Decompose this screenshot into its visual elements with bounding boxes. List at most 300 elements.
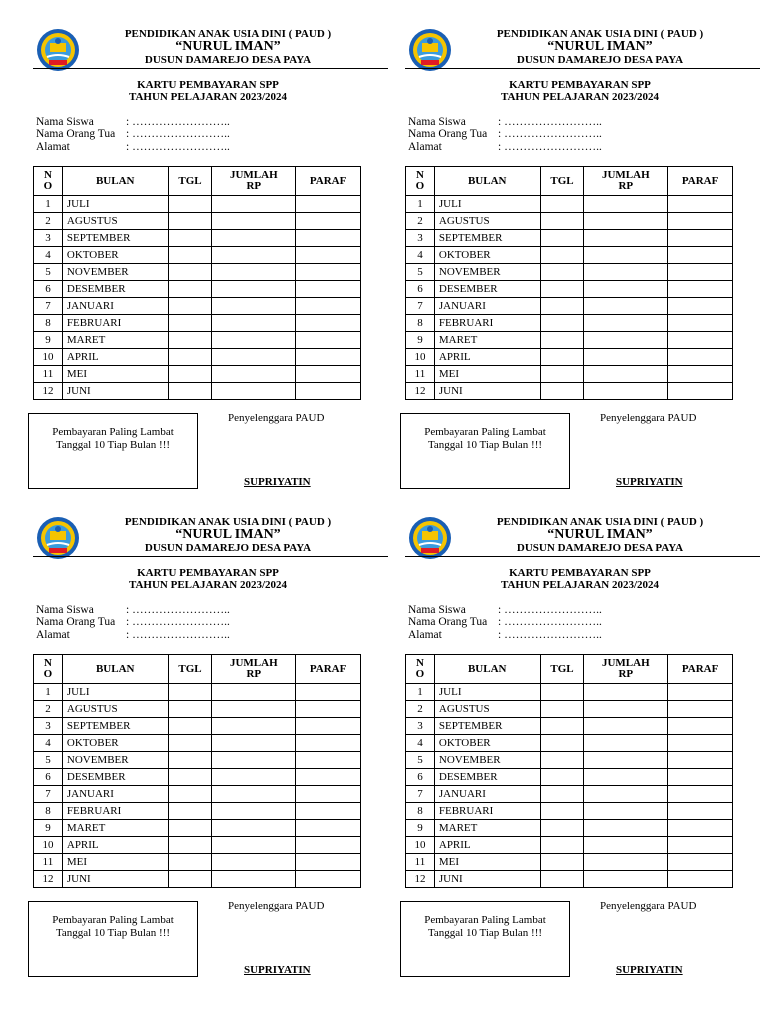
row-month: JULI: [62, 196, 168, 213]
table-row: [34, 383, 361, 400]
signatory-name: SUPRIYATIN: [616, 964, 683, 976]
note-line-1: Pembayaran Paling Lambat: [52, 914, 174, 926]
table-header-row: [406, 167, 733, 196]
row-tgl: [540, 349, 584, 366]
row-jumlah: [212, 752, 296, 769]
row-jumlah: [212, 349, 296, 366]
row-month: SEPTEMBER: [62, 718, 168, 735]
note-line-1: Pembayaran Paling Lambat: [424, 914, 546, 926]
table-row: [406, 752, 733, 769]
row-paraf: [668, 332, 733, 349]
field-row: [36, 616, 230, 628]
row-month: AGUSTUS: [434, 701, 540, 718]
row-tgl: [168, 332, 212, 349]
field-label: Nama Orang Tua: [36, 128, 116, 141]
col-paraf: PARAF: [668, 655, 733, 684]
field-label: Nama Siswa: [36, 116, 94, 128]
header-line-1: PENDIDIKAN ANAK USIA DINI ( PAUD ): [496, 28, 704, 40]
row-month: OKTOBER: [62, 247, 168, 264]
row-no: 12: [34, 383, 63, 400]
row-month: OKTOBER: [62, 735, 168, 752]
organizer-title: Penyelenggara PAUD: [228, 412, 325, 424]
row-tgl: [540, 196, 584, 213]
row-paraf: [668, 264, 733, 281]
field-label: Nama Siswa: [408, 116, 466, 128]
row-jumlah: [584, 383, 668, 400]
student-info: [36, 604, 230, 641]
row-jumlah: [212, 803, 296, 820]
note-line-2: Tanggal 10 Tiap Bulan !!!: [427, 439, 543, 451]
row-no: 8: [34, 803, 63, 820]
row-no: 4: [34, 247, 63, 264]
field-value: : ……………………..: [126, 616, 230, 629]
payment-card: [400, 26, 760, 514]
row-tgl: [540, 786, 584, 803]
row-month: OKTOBER: [434, 735, 540, 752]
row-month: JANUARI: [434, 786, 540, 803]
row-no: 2: [34, 701, 63, 718]
row-tgl: [540, 803, 584, 820]
col-no: N O: [34, 167, 63, 196]
field-row: [408, 604, 602, 616]
row-paraf: [668, 366, 733, 383]
organizer-title: Penyelenggara PAUD: [600, 900, 697, 912]
row-month: FEBRUARI: [62, 315, 168, 332]
row-no: 9: [406, 820, 435, 837]
row-month: SEPTEMBER: [434, 718, 540, 735]
row-paraf: [296, 854, 361, 871]
field-value: : ……………………..: [126, 140, 230, 153]
field-label: Alamat: [36, 628, 70, 641]
row-tgl: [540, 871, 584, 888]
table-row: [406, 264, 733, 281]
row-no: 11: [406, 854, 435, 871]
row-tgl: [168, 735, 212, 752]
row-paraf: [296, 264, 361, 281]
table-row: [34, 315, 361, 332]
row-tgl: [168, 871, 212, 888]
row-month: MEI: [62, 366, 168, 383]
row-tgl: [168, 854, 212, 871]
note-line-2: Tanggal 10 Tiap Bulan !!!: [427, 927, 543, 939]
row-no: 4: [34, 735, 63, 752]
table-row: [34, 837, 361, 854]
row-tgl: [168, 837, 212, 854]
row-no: 5: [406, 264, 435, 281]
row-tgl: [168, 769, 212, 786]
row-tgl: [540, 281, 584, 298]
row-jumlah: [584, 684, 668, 701]
field-label: Nama Orang Tua: [36, 616, 116, 629]
table-row: [406, 684, 733, 701]
field-row: [36, 116, 230, 128]
row-paraf: [668, 718, 733, 735]
header-divider: [405, 556, 760, 557]
row-month: APRIL: [62, 349, 168, 366]
row-paraf: [668, 752, 733, 769]
table-row: [406, 786, 733, 803]
table-row: [406, 366, 733, 383]
table-row: [406, 735, 733, 752]
row-jumlah: [584, 803, 668, 820]
header-line-1: PENDIDIKAN ANAK USIA DINI ( PAUD ): [496, 516, 704, 528]
table-row: [34, 298, 361, 315]
row-paraf: [296, 332, 361, 349]
row-month: NOVEMBER: [434, 264, 540, 281]
row-month: MARET: [434, 332, 540, 349]
row-paraf: [668, 349, 733, 366]
row-jumlah: [584, 366, 668, 383]
row-no: 6: [34, 769, 63, 786]
row-paraf: [296, 230, 361, 247]
row-tgl: [540, 213, 584, 230]
row-month: JUNI: [62, 383, 168, 400]
field-row: [36, 604, 230, 616]
academic-year: TAHUN PELAJARAN 2023/2024: [128, 579, 288, 591]
note-line-1: Pembayaran Paling Lambat: [424, 426, 546, 438]
table-row: [34, 196, 361, 213]
row-paraf: [668, 854, 733, 871]
payment-table: [33, 654, 361, 888]
row-no: 8: [34, 315, 63, 332]
row-jumlah: [584, 315, 668, 332]
col-no: N O: [406, 167, 435, 196]
table-row: [34, 871, 361, 888]
row-no: 11: [34, 366, 63, 383]
student-info: [36, 116, 230, 153]
col-tgl: TGL: [540, 167, 584, 196]
payment-table: [405, 166, 733, 400]
row-paraf: [668, 803, 733, 820]
row-month: AGUSTUS: [62, 701, 168, 718]
row-paraf: [668, 684, 733, 701]
row-jumlah: [212, 769, 296, 786]
row-no: 1: [34, 196, 63, 213]
card-header: [28, 26, 388, 74]
signatory-name: SUPRIYATIN: [244, 476, 311, 488]
table-row: [406, 349, 733, 366]
row-month: JULI: [434, 684, 540, 701]
row-jumlah: [212, 871, 296, 888]
payment-card: [28, 514, 388, 1002]
table-row: [406, 298, 733, 315]
row-month: AGUSTUS: [434, 213, 540, 230]
header-divider: [33, 556, 388, 557]
field-value: : ……………………..: [498, 116, 602, 128]
row-tgl: [540, 247, 584, 264]
row-paraf: [296, 349, 361, 366]
row-paraf: [296, 383, 361, 400]
row-no: 8: [406, 315, 435, 332]
table-header-row: [34, 655, 361, 684]
row-no: 7: [406, 298, 435, 315]
row-tgl: [540, 854, 584, 871]
table-row: [34, 332, 361, 349]
row-paraf: [668, 769, 733, 786]
col-bulan: BULAN: [62, 167, 168, 196]
row-no: 7: [34, 786, 63, 803]
field-row: [408, 629, 602, 641]
row-no: 2: [406, 701, 435, 718]
table-row: [34, 701, 361, 718]
row-no: 11: [34, 854, 63, 871]
row-paraf: [296, 213, 361, 230]
row-no: 3: [34, 230, 63, 247]
row-month: MEI: [62, 854, 168, 871]
row-no: 5: [406, 752, 435, 769]
row-tgl: [540, 684, 584, 701]
table-row: [406, 315, 733, 332]
row-paraf: [668, 281, 733, 298]
field-row: [408, 616, 602, 628]
field-value: : ……………………..: [498, 128, 602, 141]
col-no: N O: [34, 655, 63, 684]
row-no: 12: [406, 383, 435, 400]
row-paraf: [296, 820, 361, 837]
row-tgl: [168, 264, 212, 281]
table-row: [406, 803, 733, 820]
col-jumlah: JUMLAH RP: [212, 655, 296, 684]
field-label: Nama Orang Tua: [408, 128, 488, 141]
organizer-title: Penyelenggara PAUD: [228, 900, 325, 912]
row-tgl: [168, 820, 212, 837]
table-row: [406, 247, 733, 264]
note-line-2: Tanggal 10 Tiap Bulan !!!: [55, 439, 171, 451]
table-row: [406, 281, 733, 298]
row-paraf: [668, 247, 733, 264]
row-tgl: [168, 803, 212, 820]
row-jumlah: [584, 230, 668, 247]
row-month: JUNI: [434, 871, 540, 888]
header-address: DUSUN DAMAREJO DESA PAYA: [516, 54, 684, 66]
row-jumlah: [212, 196, 296, 213]
table-row: [34, 247, 361, 264]
row-month: NOVEMBER: [62, 264, 168, 281]
row-month: AGUSTUS: [62, 213, 168, 230]
col-paraf: PARAF: [296, 167, 361, 196]
col-bulan: BULAN: [62, 655, 168, 684]
row-month: JUNI: [434, 383, 540, 400]
row-paraf: [296, 718, 361, 735]
col-jumlah: JUMLAH RP: [584, 167, 668, 196]
row-jumlah: [212, 820, 296, 837]
col-no: N O: [406, 655, 435, 684]
row-month: JULI: [434, 196, 540, 213]
table-row: [406, 230, 733, 247]
table-row: [406, 871, 733, 888]
academic-year: TAHUN PELAJARAN 2023/2024: [500, 91, 660, 103]
row-no: 10: [406, 349, 435, 366]
payment-table: [33, 166, 361, 400]
signatory-name: SUPRIYATIN: [616, 476, 683, 488]
card-title: KARTU PEMBAYARAN SPP: [509, 567, 651, 579]
row-jumlah: [584, 871, 668, 888]
row-paraf: [296, 366, 361, 383]
row-tgl: [168, 298, 212, 315]
field-value: : ……………………..: [126, 604, 230, 616]
row-no: 2: [34, 213, 63, 230]
school-name: “NURUL IMAN”: [175, 39, 281, 54]
row-tgl: [540, 383, 584, 400]
table-row: [406, 820, 733, 837]
row-paraf: [668, 196, 733, 213]
row-month: JULI: [62, 684, 168, 701]
row-tgl: [540, 264, 584, 281]
table-row: [34, 230, 361, 247]
row-month: MARET: [62, 332, 168, 349]
row-jumlah: [212, 837, 296, 854]
row-month: OKTOBER: [434, 247, 540, 264]
row-month: FEBRUARI: [434, 315, 540, 332]
row-tgl: [168, 315, 212, 332]
row-jumlah: [212, 383, 296, 400]
row-tgl: [168, 281, 212, 298]
row-paraf: [668, 786, 733, 803]
row-no: 7: [34, 298, 63, 315]
row-tgl: [540, 769, 584, 786]
row-jumlah: [212, 230, 296, 247]
row-month: DESEMBER: [434, 281, 540, 298]
row-month: JUNI: [62, 871, 168, 888]
table-row: [34, 281, 361, 298]
row-no: 1: [34, 684, 63, 701]
table-row: [34, 718, 361, 735]
row-paraf: [296, 701, 361, 718]
field-row: [36, 141, 230, 153]
signatory-name: SUPRIYATIN: [244, 964, 311, 976]
row-paraf: [668, 735, 733, 752]
header-address: DUSUN DAMAREJO DESA PAYA: [144, 542, 312, 554]
row-tgl: [168, 752, 212, 769]
payment-deadline-note: [28, 901, 198, 977]
row-jumlah: [212, 854, 296, 871]
table-row: [34, 786, 361, 803]
header-divider: [405, 68, 760, 69]
row-no: 11: [406, 366, 435, 383]
row-month: MARET: [434, 820, 540, 837]
row-paraf: [296, 803, 361, 820]
row-tgl: [540, 230, 584, 247]
row-jumlah: [584, 281, 668, 298]
row-tgl: [540, 837, 584, 854]
table-row: [34, 366, 361, 383]
row-no: 2: [406, 213, 435, 230]
row-paraf: [668, 298, 733, 315]
row-tgl: [540, 701, 584, 718]
table-row: [406, 213, 733, 230]
col-paraf: PARAF: [296, 655, 361, 684]
row-month: APRIL: [434, 349, 540, 366]
row-jumlah: [584, 820, 668, 837]
row-no: 3: [406, 230, 435, 247]
table-row: [406, 196, 733, 213]
row-tgl: [540, 820, 584, 837]
payment-deadline-note: [28, 413, 198, 489]
table-row: [34, 820, 361, 837]
table-row: [34, 735, 361, 752]
table-row: [406, 383, 733, 400]
row-no: 10: [34, 349, 63, 366]
row-paraf: [296, 247, 361, 264]
row-tgl: [540, 298, 584, 315]
field-row: [36, 128, 230, 140]
card-header: [28, 514, 388, 562]
row-paraf: [296, 684, 361, 701]
row-tgl: [540, 332, 584, 349]
note-line-1: Pembayaran Paling Lambat: [52, 426, 174, 438]
row-tgl: [168, 701, 212, 718]
card-header: [400, 26, 760, 74]
row-tgl: [168, 247, 212, 264]
field-row: [36, 629, 230, 641]
field-value: : ……………………..: [126, 628, 230, 641]
row-paraf: [296, 735, 361, 752]
row-month: NOVEMBER: [434, 752, 540, 769]
row-no: 12: [406, 871, 435, 888]
col-jumlah: JUMLAH RP: [584, 655, 668, 684]
row-tgl: [540, 366, 584, 383]
card-title: KARTU PEMBAYARAN SPP: [509, 79, 651, 91]
row-jumlah: [584, 837, 668, 854]
row-no: 12: [34, 871, 63, 888]
row-month: DESEMBER: [62, 769, 168, 786]
table-row: [34, 349, 361, 366]
row-no: 10: [34, 837, 63, 854]
row-jumlah: [584, 349, 668, 366]
row-paraf: [668, 820, 733, 837]
table-row: [406, 854, 733, 871]
col-tgl: TGL: [540, 655, 584, 684]
row-paraf: [296, 196, 361, 213]
row-month: DESEMBER: [434, 769, 540, 786]
school-name: “NURUL IMAN”: [547, 39, 653, 54]
row-jumlah: [212, 281, 296, 298]
table-row: [406, 718, 733, 735]
row-tgl: [168, 383, 212, 400]
header-address: DUSUN DAMAREJO DESA PAYA: [144, 54, 312, 66]
card-title: KARTU PEMBAYARAN SPP: [137, 79, 279, 91]
row-jumlah: [212, 735, 296, 752]
col-jumlah: JUMLAH RP: [212, 167, 296, 196]
card-header: [400, 514, 760, 562]
row-tgl: [168, 786, 212, 803]
payment-deadline-note: [400, 901, 570, 977]
table-row: [34, 264, 361, 281]
row-jumlah: [212, 298, 296, 315]
row-jumlah: [212, 264, 296, 281]
row-paraf: [296, 752, 361, 769]
row-jumlah: [212, 701, 296, 718]
col-bulan: BULAN: [434, 167, 540, 196]
row-month: MARET: [62, 820, 168, 837]
row-month: DESEMBER: [62, 281, 168, 298]
table-header-row: [406, 655, 733, 684]
table-row: [34, 854, 361, 871]
row-paraf: [668, 213, 733, 230]
row-paraf: [668, 315, 733, 332]
row-paraf: [296, 281, 361, 298]
row-paraf: [296, 298, 361, 315]
row-jumlah: [212, 684, 296, 701]
row-jumlah: [212, 786, 296, 803]
row-jumlah: [212, 332, 296, 349]
row-month: SEPTEMBER: [62, 230, 168, 247]
row-no: 10: [406, 837, 435, 854]
row-jumlah: [584, 701, 668, 718]
row-paraf: [296, 769, 361, 786]
row-jumlah: [584, 769, 668, 786]
school-name: “NURUL IMAN”: [547, 527, 653, 542]
